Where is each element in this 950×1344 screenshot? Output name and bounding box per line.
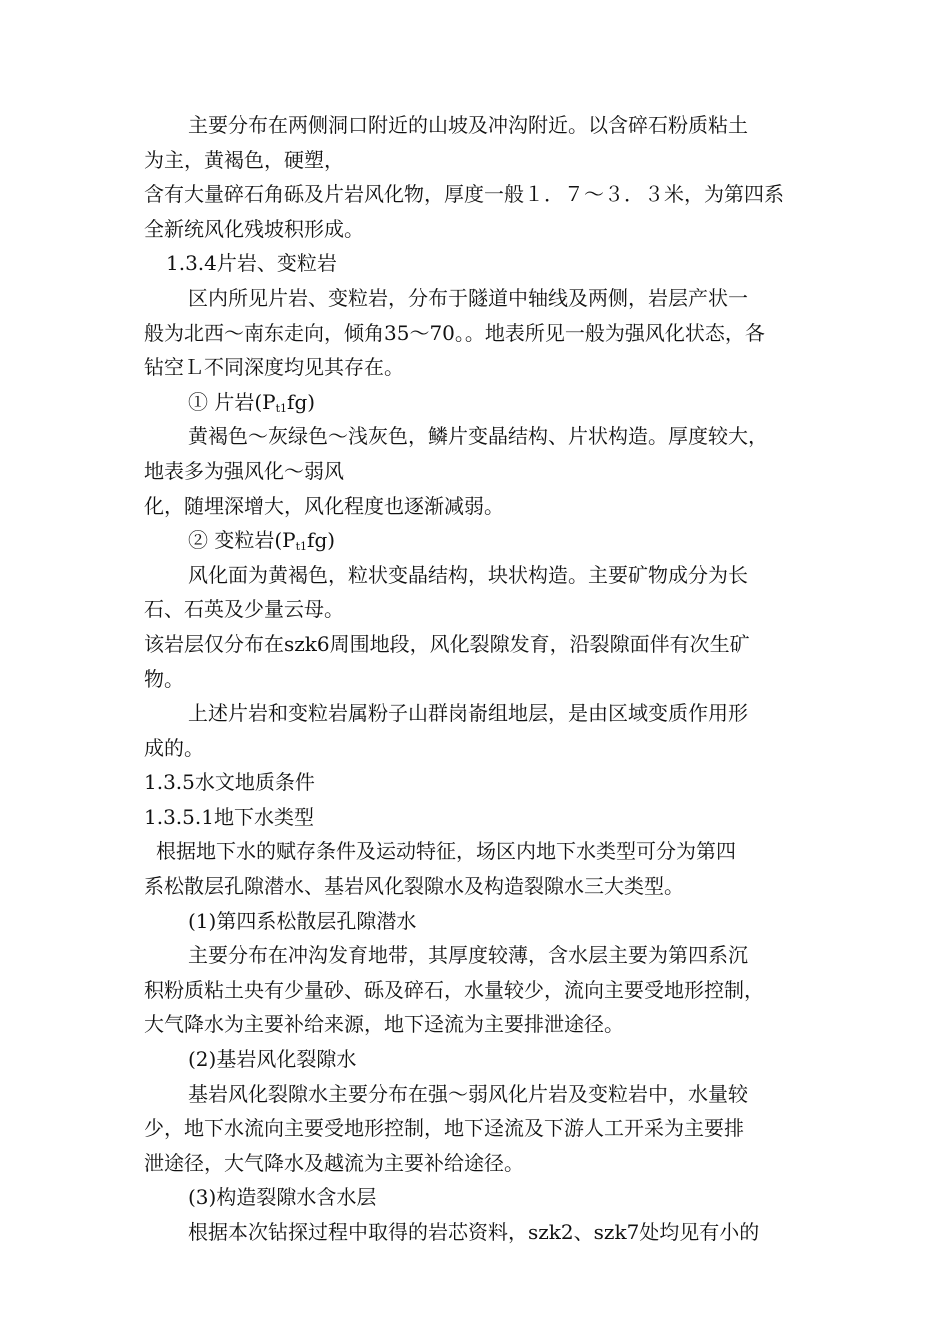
paragraph-line: 该岩层仅分布在szk6周围地段，风化裂隙发育，沿裂隙面伴有次生矿: [144, 631, 750, 656]
paragraph-line: 上述片岩和变粒岩属粉子山群岗嵛组地层，是由区域变质作用形: [188, 701, 748, 726]
subsection-heading: (3)构造裂隙水含水层: [188, 1185, 377, 1210]
paragraph-line: 大气降水为主要补给来源，地下迳流为主要排泄途径。: [144, 1012, 624, 1037]
paragraph-line: 石、石英及少量云母。: [144, 597, 344, 622]
rock-heading-leptynite: [144, 523, 814, 558]
paragraph-line: 基岩风化裂隙水主要分布在强～弱风化片岩及变粒岩中，水量较: [188, 1081, 748, 1106]
paragraph-line: 积粉质粘土央有少量砂、砾及碎石，水量较少，流向主要受地形控制，: [144, 977, 764, 1002]
section-heading: 1.3.5.1地下水类型: [144, 804, 314, 829]
paragraph-line: 主要分布在两侧洞口附近的山坡及冲沟附近。以含碎石粉质粘土: [188, 113, 748, 137]
paragraph-line: 钻空Ｌ不同深度均见其存在。: [144, 355, 404, 380]
rock-heading-suffix: fg): [307, 528, 336, 553]
rock-heading-suffix: fg): [287, 389, 316, 414]
paragraph-line: 物。: [144, 666, 184, 691]
paragraph-line: 成的。: [144, 735, 204, 760]
paragraph-line: 般为北西～南东走向，倾角35～70。。地表所见一般为强风化状态，各: [144, 320, 765, 345]
paragraph-line: 为主，黄褐色，硬塑，: [144, 147, 344, 172]
paragraph-line: 根据地下水的赋存条件及运动特征，场区内地下水类型可分为第四: [156, 839, 736, 864]
rock-heading-subscript: t1: [275, 401, 288, 415]
paragraph-line: 系松散层孔隙潜水、基岩风化裂隙水及构造裂隙水三大类型。: [144, 874, 684, 899]
body-text: [144, 108, 814, 1250]
paragraph-line: 区内所见片岩、变粒岩，分布于隧道中轴线及两侧，岩层产状一: [188, 285, 748, 310]
rock-heading-prefix: ② 变粒岩(P: [188, 528, 296, 553]
subsection-heading: (1)第四系松散层孔隙潜水: [188, 908, 417, 933]
paragraph-line: 黄褐色～灰绿色～浅灰色，鳞片变晶结构、片状构造。厚度较大，: [188, 424, 768, 449]
paragraph-line: 根据本次钻探过程中取得的岩芯资料，szk2、szk7处均见有小的: [188, 1220, 760, 1244]
paragraph-line: 全新统风化残坡积形成。: [144, 216, 364, 241]
paragraph-line: 少，地下水流向主要受地形控制，地下迳流及下游人工开采为主要排: [144, 1116, 744, 1141]
paragraph-line: 地表多为强风化～弱风: [144, 458, 344, 483]
rock-heading-schist: [144, 385, 814, 420]
paragraph-line: 主要分布在冲沟发育地带，其厚度较薄，含水层主要为第四系沉: [188, 943, 748, 968]
paragraph-line: 化，随埋深增大，风化程度也逐渐减弱。: [144, 493, 504, 518]
paragraph-line: 风化面为黄褐色，粒状变晶结构，块状构造。主要矿物成分为长: [188, 562, 748, 587]
rock-heading-subscript: t1: [295, 540, 308, 554]
section-heading: 1.3.4片岩、变粒岩: [166, 251, 337, 276]
subsection-heading: (2)基岩风化裂隙水: [188, 1047, 357, 1072]
paragraph-line: 含有大量碎石角砾及片岩风化物，厚度一般１．７～３．３米，为第四系: [144, 182, 784, 207]
paragraph-line: 泄途径，大气降水及越流为主要补给途径。: [144, 1150, 524, 1175]
section-heading: 1.3.5水文地质条件: [144, 770, 315, 795]
rock-heading-prefix: ① 片岩(P: [188, 389, 276, 414]
